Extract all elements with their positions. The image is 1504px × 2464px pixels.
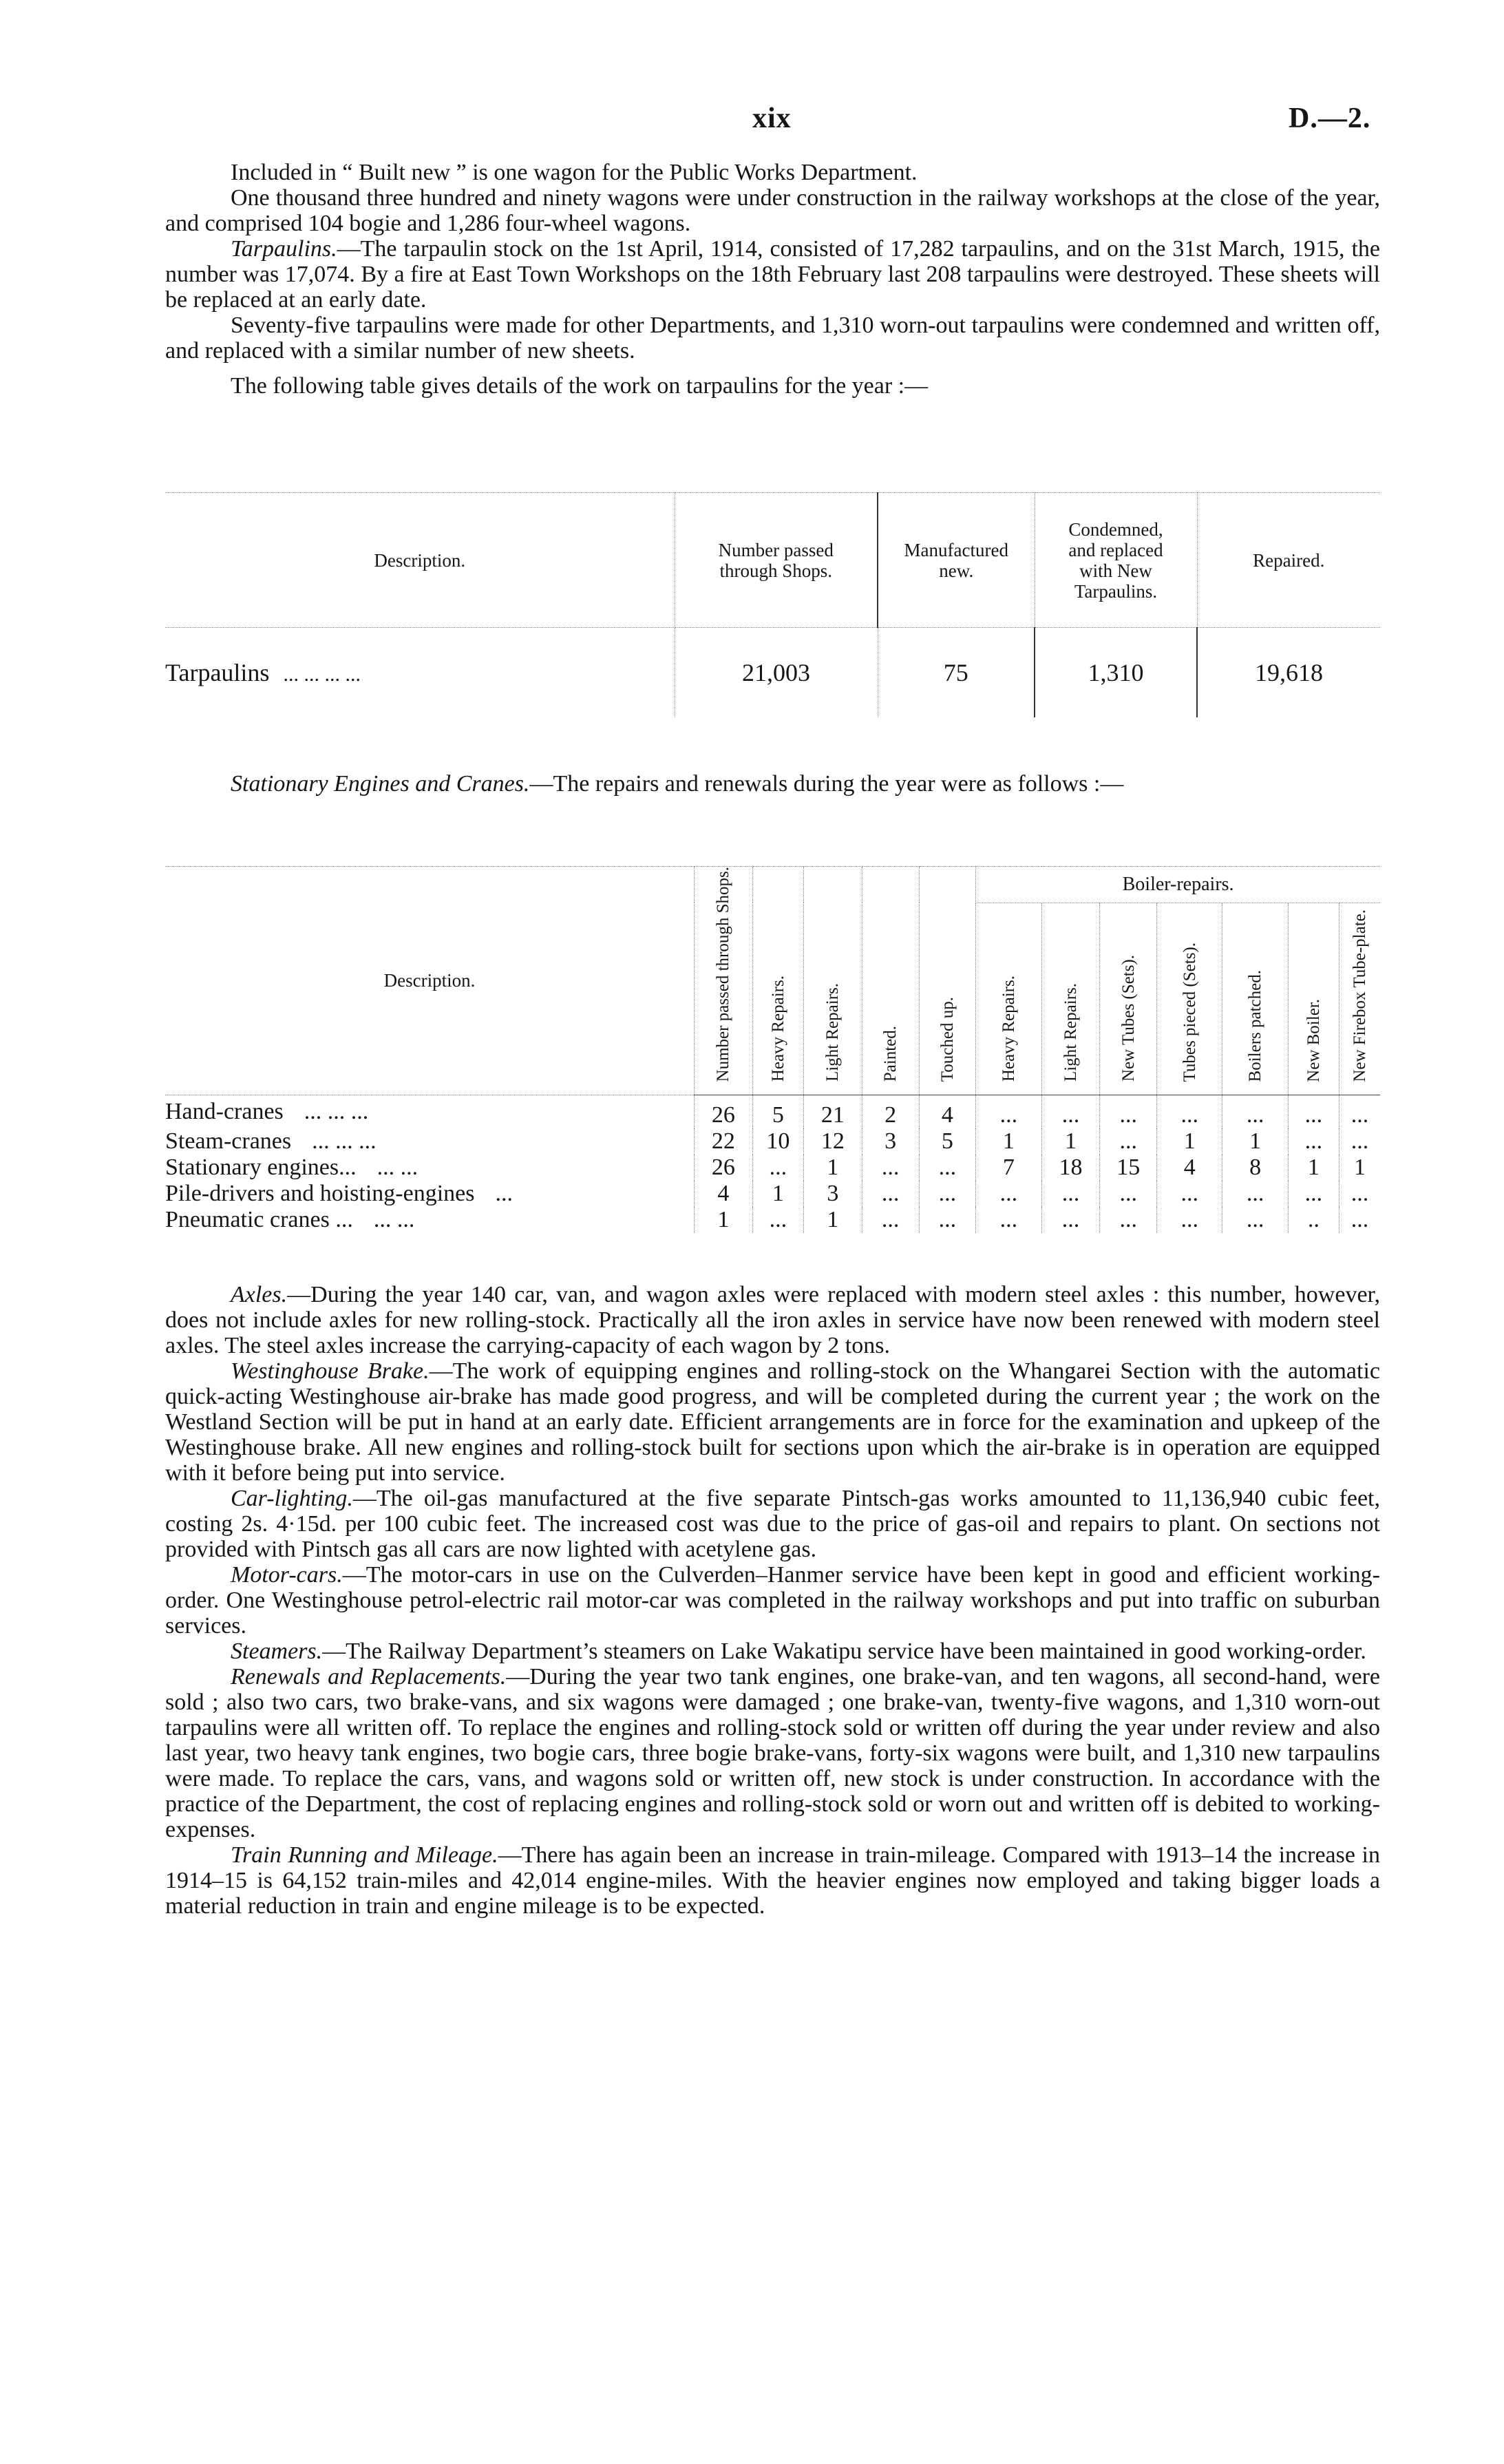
th-description: Description. (165, 493, 675, 628)
row-dots: ... ... ... (312, 1128, 377, 1155)
row-label: Hand-cranes (165, 1099, 284, 1125)
table-cell: 22 (695, 1128, 753, 1155)
table-cell: ... (1288, 1181, 1339, 1207)
row-description (165, 1095, 695, 1129)
axles-paragraph (165, 1282, 1380, 1358)
car-lighting-heading: Car-lighting. (231, 1486, 353, 1511)
table-cell: 8 (1222, 1155, 1288, 1181)
table-cell: ... (1157, 1207, 1222, 1233)
table-cell: 15 (1100, 1155, 1157, 1181)
axles-text: —During the year 140 car, van, and wagon axles were replaced with modern steel axles : this number, however, does not include axles for new rolling-stock. Practically all the iron axles in service have now been renewed with modern steel axles. The steel axles increase the carrying-capacity of each wagon by 2 tons. (165, 1282, 1380, 1358)
row-dots: ... (495, 1181, 513, 1207)
table-cell: ... (1100, 1128, 1157, 1155)
col-label: Tubes pieced (Sets). (1180, 942, 1199, 1082)
following-table-line: The following table gives details of the work on tarpaulins for the year :— (231, 373, 929, 399)
th-col-boiler-light (1041, 903, 1100, 1095)
row-dots: ... ... (373, 1207, 415, 1233)
tarpaulin-row-label (165, 628, 675, 718)
row-dots: ... ... ... ... (283, 663, 361, 686)
table-cell: 1 (804, 1207, 862, 1233)
steamers-paragraph (165, 1639, 1380, 1664)
row-dots: ... ... ... (304, 1099, 369, 1125)
row-description (165, 1181, 695, 1207)
col-label: Heavy Repairs. (768, 976, 787, 1082)
stationary-paragraph (165, 771, 1380, 797)
motor-cars-text: —The motor-cars in use on the Culverden–Hanmer service have been kept in good and efficient working-order. One Westinghouse petrol-electric rail motor-car was completed in the railway workshops and put into traffic on suburban services. (165, 1562, 1380, 1639)
table-cell: ... (1100, 1181, 1157, 1207)
row-description (165, 1128, 695, 1155)
table-cell: ... (752, 1155, 803, 1181)
table-cell: 10 (752, 1128, 803, 1155)
th-col-painted (862, 867, 919, 1095)
th-manufactured: Manufactured new. (878, 493, 1035, 628)
table-cell: 4 (695, 1181, 753, 1207)
table-cell: 1 (1041, 1128, 1100, 1155)
th-col-tubes-pieced (1157, 903, 1222, 1095)
col-label: Touched up. (938, 997, 957, 1082)
th-col-light (804, 867, 862, 1095)
train-running-heading: Train Running and Mileage. (231, 1842, 498, 1868)
table-row (165, 1155, 1380, 1181)
row-label: Pile-drivers and hoisting-engines (165, 1181, 475, 1207)
row-description (165, 1207, 695, 1233)
table-cell: ... (1100, 1207, 1157, 1233)
row-label: Steam-cranes (165, 1128, 292, 1155)
steamers-text: —The Railway Department’s steamers on Lake Wakatipu service have been maintained in good working-order. (322, 1639, 1366, 1664)
table-cell: ... (976, 1181, 1041, 1207)
tarpaulins-paragraph (165, 236, 1380, 313)
cell-passed: 21,003 (675, 628, 878, 718)
table-cell: ... (919, 1155, 976, 1181)
document-code: D.—2. (1289, 103, 1371, 134)
tarpaulins-heading: Tarpaulins. (231, 236, 337, 262)
train-running-paragraph (165, 1842, 1380, 1919)
table-cell: 1 (1222, 1128, 1288, 1155)
wagons-construction-paragraph: One thousand three hundred and ninety wagons were under construction in the railway workshops at the close of the year, and comprised 104 bogie and 1,286 four-wheel wagons. (165, 185, 1380, 236)
table-cell: 26 (695, 1095, 753, 1129)
row-description (165, 1155, 695, 1181)
table-cell: ... (1222, 1181, 1288, 1207)
tarpaulins-text: —The tarpaulin stock on the 1st April, 1914, consisted of 17,282 tarpaulins, and on the 31st March, 1915, the number was 17,074. By a fire at East Town Workshops on the 18th February last 208 tarpaulins were destroyed. These sheets will be replaced at an early date. (165, 236, 1380, 313)
table-cell: 21 (804, 1095, 862, 1129)
renewals-paragraph (165, 1664, 1380, 1842)
table-cell: ... (1100, 1095, 1157, 1129)
table-cell: ... (752, 1207, 803, 1233)
train-running-text: —There has again been an increase in train-mileage. Compared with 1913–14 the increase in 1914–15 is 64,152 train-miles and 42,014 engine-miles. With the heavier engines now employed and taking bigger loads a material reduction in train and engine mileage is to be expected. (165, 1842, 1381, 1919)
table-cell: ... (862, 1181, 919, 1207)
table-cell: ... (976, 1207, 1041, 1233)
stationary-heading: Stationary Engines and Cranes. (231, 771, 530, 797)
col-label: Light Repairs. (823, 983, 843, 1082)
axles-heading: Axles. (231, 1282, 288, 1307)
table-cell: 1 (1157, 1128, 1222, 1155)
seventy-five-paragraph: Seventy-five tarpaulins were made for other Departments, and 1,310 worn-out tarpaulins were condemned and written off, and replaced with a similar number of new sheets. (165, 313, 1380, 364)
stationary-section (165, 771, 1380, 797)
table-cell: ... (862, 1155, 919, 1181)
th-condemned: Condemned, and replaced with New Tarpaulins. (1035, 493, 1197, 628)
table-cell: 7 (976, 1155, 1041, 1181)
table-cell: ... (1041, 1095, 1100, 1129)
table-cell: ... (1288, 1095, 1339, 1129)
table-row (165, 1095, 1380, 1129)
table-cell: ... (919, 1181, 976, 1207)
table-cell: ... (1157, 1181, 1222, 1207)
col-label: Heavy Repairs. (999, 976, 1018, 1082)
row-label: Stationary engines... (165, 1155, 357, 1181)
table-row (165, 1181, 1380, 1207)
table-cell: ... (1041, 1207, 1100, 1233)
col-label: New Firebox Tube-plate. (1351, 909, 1369, 1082)
th-col-new-boiler (1288, 903, 1339, 1095)
col-label: Light Repairs. (1061, 983, 1080, 1082)
table-cell: .. (1288, 1207, 1339, 1233)
table-cell: 1 (804, 1155, 862, 1181)
table-cell: ... (919, 1207, 976, 1233)
car-lighting-text: —The oil-gas manufactured at the five separate Pintsch-gas works amounted to 11,136,940 cubic feet, costing 2s. 4·15d. per 100 cubic feet. The increased cost was due to the price of gas-oil and repairs to plant. On sections not provided with Pintsch gas all cars are now lighted with acetylene gas. (165, 1486, 1380, 1562)
westinghouse-text: —The work of equipping engines and rolling-stock on the Whangarei Section with the automatic quick-acting Westinghouse air-brake has made good progress, and will be completed during the current year ; the work on the Westland Section will be put in hand at an early date. Efficient arrangements are in force for the examination and upkeep of the Westinghouse brake. All new engines and rolling-stock built for sections upon which the air-brake is in operation are equipped with it before being put into service. (165, 1358, 1381, 1486)
table-cell: ... (862, 1207, 919, 1233)
table-row (165, 628, 1380, 718)
row-label: Pneumatic cranes ... (165, 1207, 353, 1233)
table-cell: 5 (752, 1095, 803, 1129)
page-number: xix (752, 103, 792, 134)
col-label: Painted. (881, 1026, 900, 1082)
row-dots: ... ... (377, 1155, 419, 1181)
table-row (165, 1207, 1380, 1233)
table-cell: ... (1041, 1181, 1100, 1207)
table-cell: 3 (804, 1181, 862, 1207)
table-cell: 3 (862, 1128, 919, 1155)
table-cell: 18 (1041, 1155, 1100, 1181)
cell-repaired: 19,618 (1197, 628, 1380, 718)
th-crane-description: Description. (165, 867, 695, 1095)
table-cell: 5 (919, 1128, 976, 1155)
th-col-boilers-patched (1222, 903, 1288, 1095)
table-cell: 1 (752, 1181, 803, 1207)
col-label: Number passed through Shops. (714, 867, 733, 1082)
col-label: New Tubes (Sets). (1119, 955, 1138, 1082)
th-boiler-repairs: Boiler-repairs. (976, 867, 1380, 903)
table-cell: 1 (976, 1128, 1041, 1155)
table-cell: 1 (695, 1207, 753, 1233)
th-col-heavy (752, 867, 803, 1095)
narrative-section (165, 1282, 1380, 1919)
car-lighting-paragraph (165, 1486, 1380, 1562)
renewals-heading: Renewals and Replacements. (231, 1664, 507, 1689)
table-cell: 4 (1157, 1155, 1222, 1181)
th-repaired: Repaired. (1197, 493, 1380, 628)
stationary-text: —The repairs and renewals during the year were as follows :— (529, 771, 1124, 797)
westinghouse-paragraph (165, 1358, 1380, 1486)
th-passed: Number passed through Shops. (675, 493, 878, 628)
table-cell: ... (1222, 1207, 1288, 1233)
table-cell: 2 (862, 1095, 919, 1129)
crane-table-body (165, 1095, 1380, 1234)
steamers-heading: Steamers. (231, 1639, 323, 1664)
intro-section (165, 160, 1380, 399)
table-cell: ... (1288, 1128, 1339, 1155)
renewals-text: —During the year two tank engines, one brake-van, and ten wagons, all second-hand, were sold ; also two cars, two brake-vans, and six wagons were damaged ; one brake-van, twenty-five wagons, and 1,310 worn-out tarpaulins were all written off. To replace the engines and rolling-stock sold or written off during the year under review and also last year, two heavy tank engines, two bogie cars, three bogie brake-vans, forty-six wagons were built, and 1,310 new tarpaulins were made. To replace the cars, vans, and wagons sold or written off, new stock is under construction. In accordance with the practice of the Department, the cost of replacing engines and rolling-stock sold or worn out and written off is debited to working-expenses. (165, 1664, 1380, 1842)
table-cell: ... (1339, 1128, 1380, 1155)
table-cell: ... (1339, 1181, 1380, 1207)
table-cell: ... (1339, 1095, 1380, 1129)
table-cell: ... (1339, 1207, 1380, 1233)
row-label: Tarpaulins (165, 659, 270, 686)
table-cell: 4 (919, 1095, 976, 1129)
westinghouse-heading: Westinghouse Brake. (231, 1358, 430, 1384)
table-cell: 1 (1288, 1155, 1339, 1181)
th-col-boiler-heavy (976, 903, 1041, 1095)
th-col-new-firebox (1339, 903, 1380, 1095)
crane-table (165, 866, 1380, 1233)
col-label: New Boiler. (1304, 998, 1323, 1082)
table-cell: 1 (1339, 1155, 1380, 1181)
th-col-passed (695, 867, 753, 1095)
motor-cars-heading: Motor-cars. (231, 1562, 343, 1588)
th-col-touched (919, 867, 976, 1095)
table-cell: ... (976, 1095, 1041, 1129)
cell-manufactured: 75 (878, 628, 1035, 718)
motor-cars-paragraph (165, 1562, 1380, 1639)
table-cell: 12 (804, 1128, 862, 1155)
table-cell: ... (1157, 1095, 1222, 1129)
col-label: Boilers patched. (1246, 970, 1265, 1082)
table-row (165, 1128, 1380, 1155)
th-col-new-tubes (1100, 903, 1157, 1095)
built-new-line: Included in “ Built new ” is one wagon for the Public Works Department. (231, 160, 918, 185)
cell-condemned: 1,310 (1035, 628, 1197, 718)
table-cell: 26 (695, 1155, 753, 1181)
table-cell: ... (1222, 1095, 1288, 1129)
tarpaulin-table (165, 492, 1380, 717)
